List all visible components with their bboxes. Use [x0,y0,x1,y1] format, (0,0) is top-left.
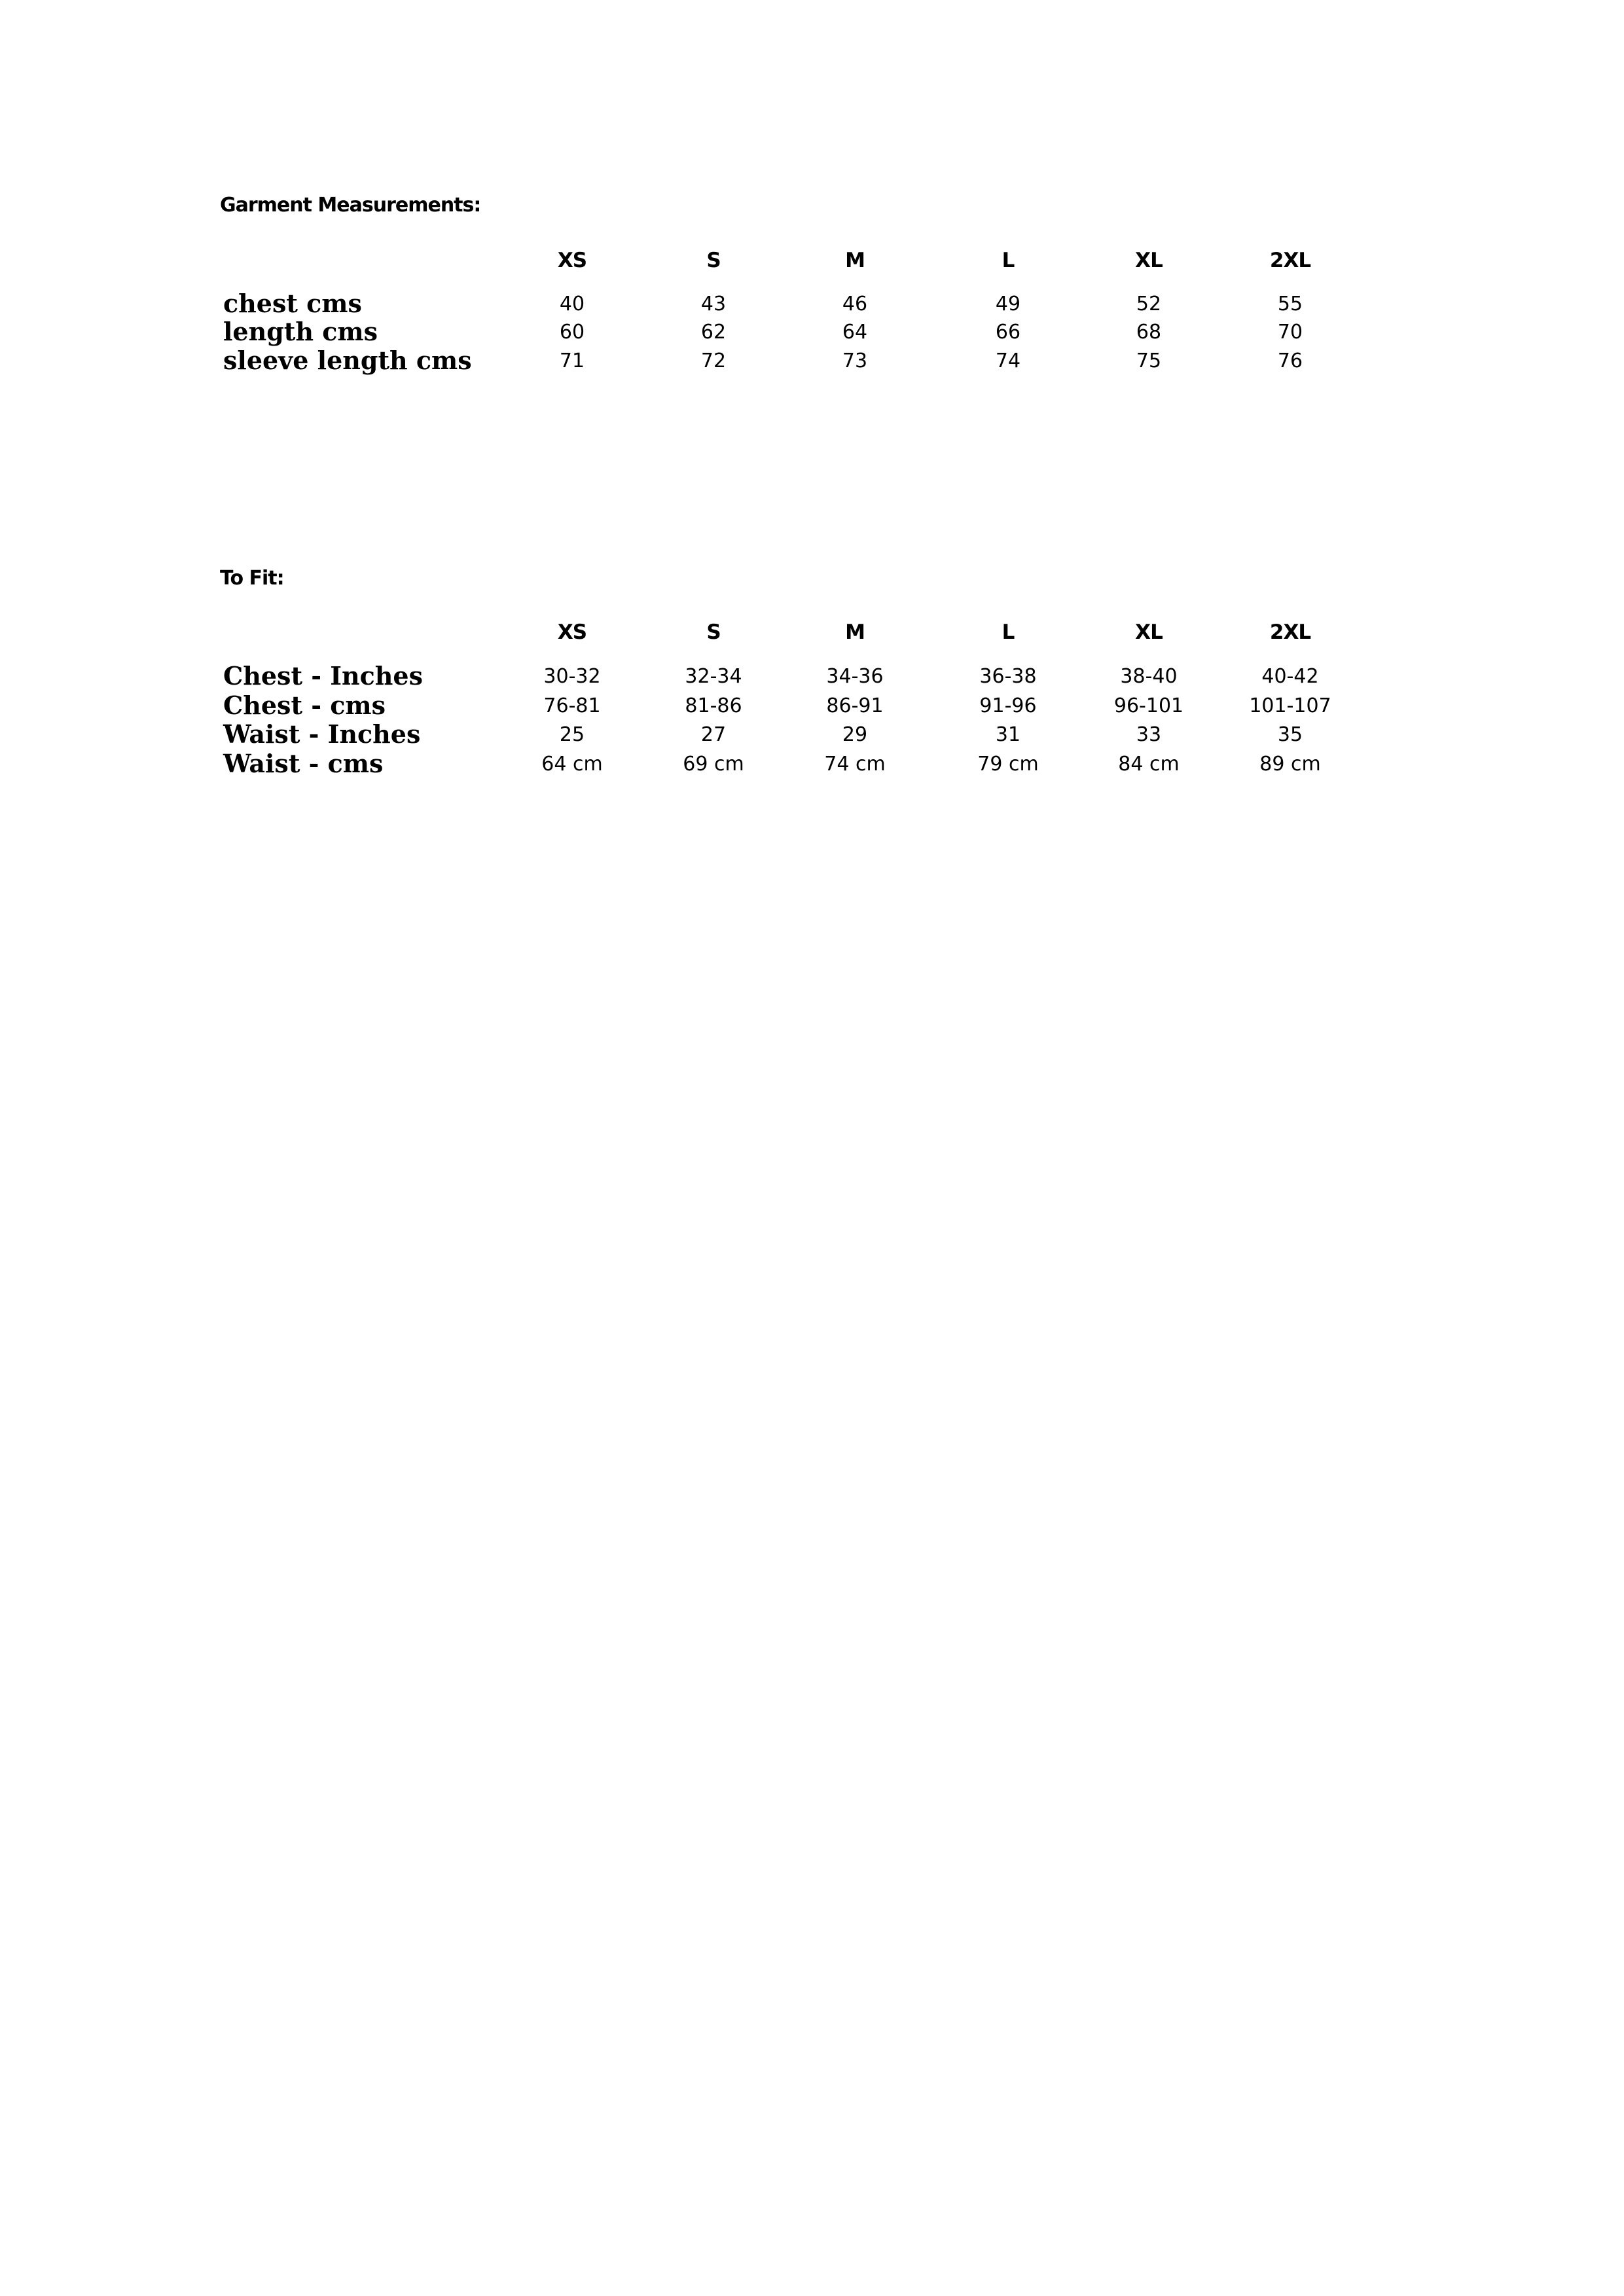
garment-cell-length-cms-m: 64 [842,321,868,344]
garment-size-header-s: S [706,249,721,272]
to-fit-cell-chest-inches-s: 32-34 [685,665,742,688]
to-fit-cell-chest-cms-xl: 96-101 [1113,694,1184,717]
to-fit-size-header-2xl: 2XL [1269,620,1311,644]
to-fit-cell-chest-inches-l: 36-38 [979,665,1037,688]
garment-cell-length-cms-l: 66 [995,321,1021,344]
to-fit-row-label-chest-cms: Chest - cms [223,691,386,720]
garment-cell-sleeve-length-cms-s: 72 [700,350,727,372]
garment-size-header-m: M [845,249,865,272]
garment-row-label-chest-cms: chest cms [223,289,362,318]
to-fit-size-header-s: S [706,620,721,644]
to-fit-cell-chest-cms-m: 86-91 [826,694,884,717]
to-fit-cell-chest-inches-m: 34-36 [826,665,884,688]
to-fit-cell-waist-inches-xl: 33 [1136,723,1162,746]
garment-cell-sleeve-length-cms-xl: 75 [1136,350,1162,372]
garment-cell-sleeve-length-cms-m: 73 [842,350,868,372]
to-fit-cell-chest-cms-s: 81-86 [685,694,742,717]
garment-cell-sleeve-length-cms-xs: 71 [559,350,585,372]
to-fit-cell-waist-cms-m: 74 cm [824,753,886,776]
garment-cell-chest-cms-xs: 40 [559,293,585,315]
garment-cell-length-cms-s: 62 [700,321,727,344]
to-fit-heading: To Fit: [220,567,284,590]
to-fit-cell-waist-inches-l: 31 [995,723,1021,746]
to-fit-row-label-waist-cms: Waist - cms [223,749,384,778]
to-fit-size-header-l: L [1001,620,1015,644]
to-fit-cell-waist-inches-xs: 25 [559,723,585,746]
to-fit-cell-chest-inches-xl: 38-40 [1120,665,1178,688]
to-fit-cell-chest-inches-2xl: 40-42 [1261,665,1319,688]
garment-cell-length-cms-xs: 60 [559,321,585,344]
garment-size-header-l: L [1001,249,1015,272]
garment-size-header-2xl: 2XL [1269,249,1311,272]
garment-size-header-xs: XS [557,249,587,272]
garment-row-label-sleeve-length-cms: sleeve length cms [223,346,472,375]
to-fit-size-header-xl: XL [1135,620,1163,644]
to-fit-row-label-waist-inches: Waist - Inches [223,719,421,749]
to-fit-cell-waist-cms-s: 69 cm [683,753,744,776]
to-fit-row-label-chest-inches: Chest - Inches [223,661,423,691]
to-fit-cell-waist-inches-2xl: 35 [1277,723,1303,746]
garment-cell-chest-cms-s: 43 [700,293,727,315]
to-fit-cell-waist-cms-l: 79 cm [977,753,1039,776]
garment-cell-length-cms-2xl: 70 [1277,321,1303,344]
garment-row-label-length-cms: length cms [223,317,378,346]
to-fit-cell-waist-cms-xs: 64 cm [541,753,603,776]
garment-cell-chest-cms-m: 46 [842,293,868,315]
to-fit-size-header-m: M [845,620,865,644]
garment-cell-sleeve-length-cms-2xl: 76 [1277,350,1303,372]
garment-measurements-heading: Garment Measurements: [220,194,481,217]
garment-cell-chest-cms-2xl: 55 [1277,293,1303,315]
to-fit-cell-chest-cms-l: 91-96 [979,694,1037,717]
to-fit-cell-waist-inches-m: 29 [842,723,868,746]
to-fit-cell-chest-cms-xs: 76-81 [543,694,601,717]
to-fit-cell-waist-cms-2xl: 89 cm [1259,753,1321,776]
garment-cell-chest-cms-xl: 52 [1136,293,1162,315]
garment-cell-sleeve-length-cms-l: 74 [995,350,1021,372]
garment-cell-chest-cms-l: 49 [995,293,1021,315]
to-fit-cell-waist-inches-s: 27 [700,723,727,746]
garment-size-header-xl: XL [1135,249,1163,272]
to-fit-cell-chest-cms-2xl: 101-107 [1249,694,1331,717]
garment-cell-length-cms-xl: 68 [1136,321,1162,344]
to-fit-size-header-xs: XS [557,620,587,644]
to-fit-cell-chest-inches-xs: 30-32 [543,665,601,688]
to-fit-cell-waist-cms-xl: 84 cm [1118,753,1180,776]
